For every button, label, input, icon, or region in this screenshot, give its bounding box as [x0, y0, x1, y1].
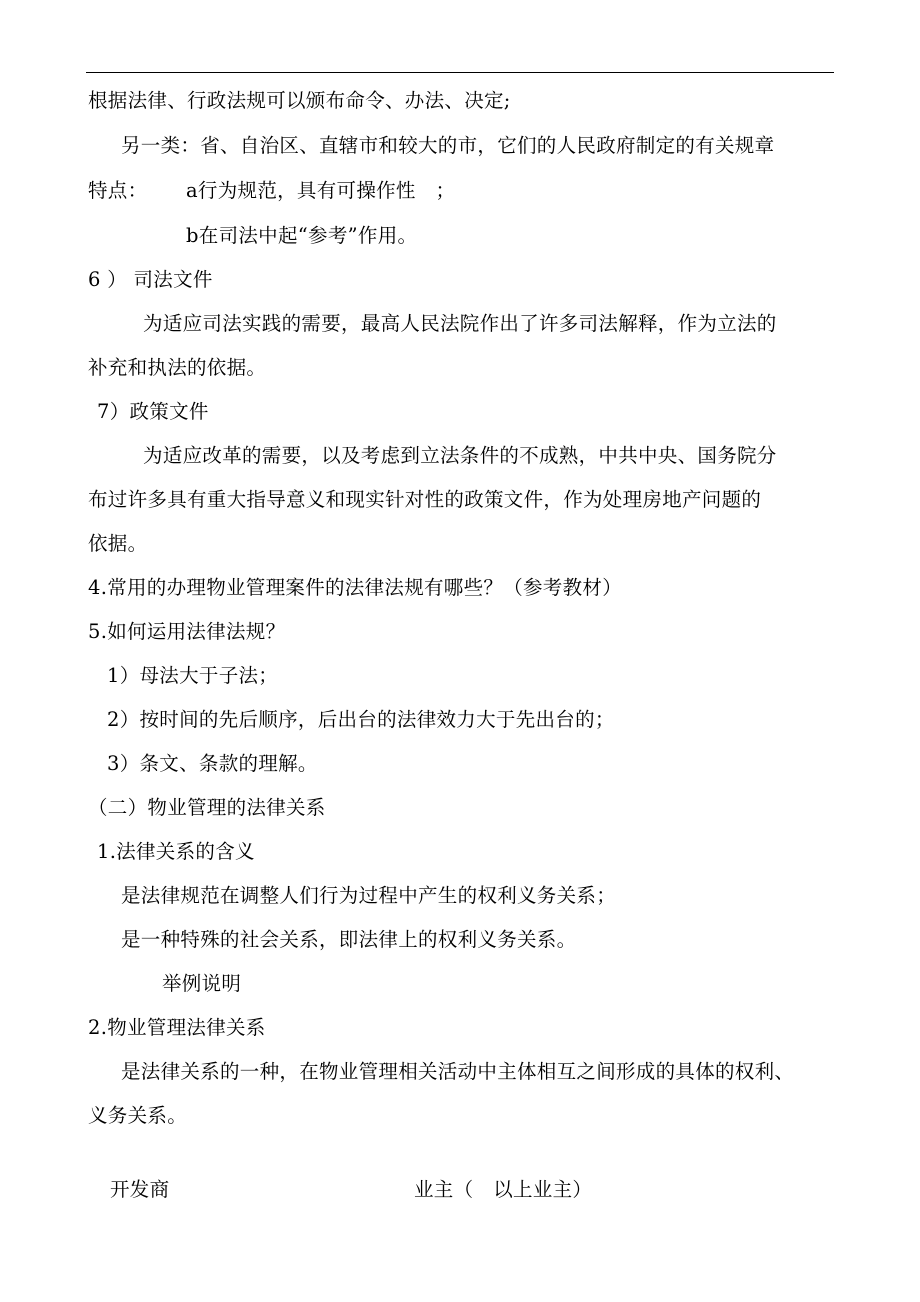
section-heading: 6 ） 司法文件	[88, 268, 213, 291]
list-item: 2）按时间的先后顺序，后出台的法律效力大于先出台的；	[107, 708, 615, 731]
text-line: 根据法律、行政法规可以颁布命令、办法、决定;	[88, 89, 511, 112]
section-heading: （二）物业管理的法律关系	[88, 796, 326, 819]
text-line: 举例说明	[162, 972, 242, 995]
text-line: a行为规范，具有可操作性 ；	[186, 179, 456, 202]
text-line: 布过许多具有重大指导意义和现实针对性的政策文件，作为处理房地产问题的	[88, 488, 762, 511]
text-line: b在司法中起“参考”作用。	[186, 224, 418, 247]
text-line: 另一类：省、自治区、直辖市和较大的市，它们的人民政府制定的有关规章	[121, 134, 775, 157]
diagram-label-developer: 开发商	[110, 1178, 170, 1201]
text-line: 义务关系。	[88, 1104, 188, 1127]
question-heading: 4.常用的办理物业管理案件的法律法规有哪些？（参考教材）	[88, 576, 623, 599]
text-line: 是法律规范在调整人们行为过程中产生的权利义务关系；	[121, 884, 617, 907]
text-line: 是法律关系的一种，在物业管理相关活动中主体相互之间形成的具体的权利、	[121, 1060, 795, 1083]
text-line: 为适应改革的需要，以及考虑到立法条件的不成熟，中共中央、国务院分	[143, 444, 777, 467]
question-heading: 5.如何运用法律法规？	[88, 620, 286, 643]
subsection-heading: 1.法律关系的含义	[97, 840, 255, 863]
text-line: 为适应司法实践的需要，最高人民法院作出了许多司法解释，作为立法的	[143, 312, 777, 335]
list-item: 1）母法大于子法；	[107, 664, 279, 687]
text-line: 是一种特殊的社会关系，即法律上的权利义务关系。	[121, 928, 577, 951]
list-item: 3）条文、条款的理解。	[107, 752, 318, 775]
text-line: 依据。	[88, 532, 148, 555]
text-line: 特点：	[88, 179, 148, 202]
section-heading: 7）政策文件	[97, 400, 209, 423]
header-rule	[86, 72, 834, 73]
text-line: 补充和执法的依据。	[88, 356, 267, 379]
subsection-heading: 2.物业管理法律关系	[88, 1016, 266, 1039]
diagram-label-owner: 业主（ 以上业主）	[414, 1178, 593, 1201]
